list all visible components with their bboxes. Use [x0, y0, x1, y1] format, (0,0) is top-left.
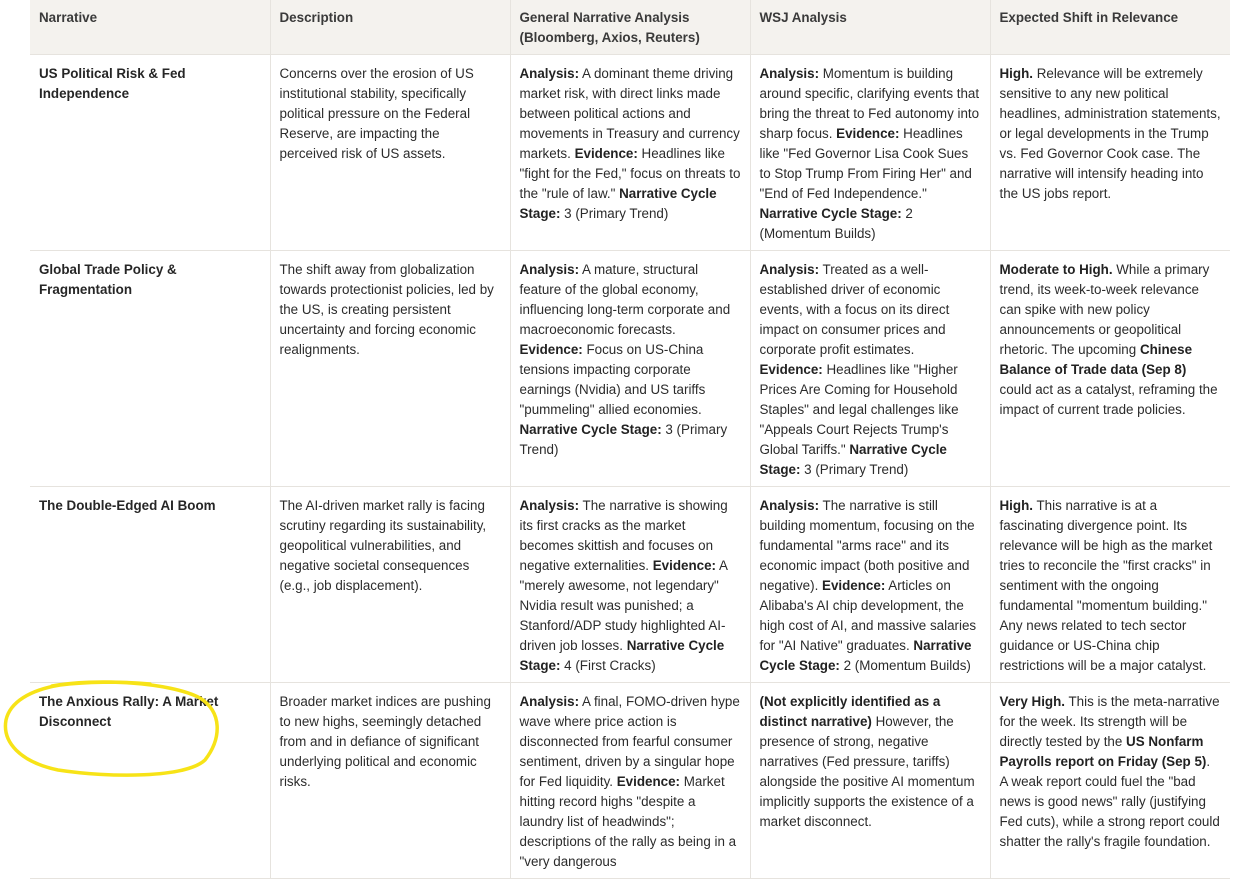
- bold-label: Evidence:: [574, 146, 638, 161]
- bold-label: Evidence:: [652, 558, 717, 573]
- expected-shift-cell: [990, 55, 1230, 251]
- cell-text: This narrative is at a fascinating divergence point. Its relevance will be high as the market tries to reconcile the "first cracks" in sentiment with the ongoing fundamental "momentum building." Any news related to tech sector guidance or US-China chip restrictions will be a major catalyst.: [999, 498, 1213, 673]
- cell-text: Headlines like "Fed Governor Lisa Cook Sues to Stop Trump From Firing Her" and "End of Fed Independence.": [759, 126, 972, 201]
- cell-text: Focus on US-China tensions impacting corporate earnings (Nvidia) and US tariffs "pummeling" allied economies.: [519, 342, 706, 417]
- header-wsj-analysis: WSJ Analysis: [750, 0, 990, 55]
- bold-label: Narrative Cycle Stage:: [519, 422, 662, 437]
- bold-label: Analysis:: [759, 262, 820, 277]
- narrative-description: The AI-driven market rally is facing scrutiny regarding its sustainability, geopolitical vulnerabilities, and negative societal consequences (e.g., job displacement).: [270, 487, 510, 683]
- cell-text: The narrative is showing its first cracks as the market becomes skittish and focuses on negative externalities.: [519, 498, 728, 573]
- bold-label: High.: [999, 498, 1033, 513]
- bold-label: Chinese Balance of Trade data (Sep 8): [999, 342, 1193, 377]
- general-analysis-cell: [510, 683, 750, 879]
- narrative-description: Broader market indices are pushing to new highs, seemingly detached from and in defiance of significant underlying political and economic risks.: [270, 683, 510, 879]
- bold-label: Very High.: [999, 694, 1065, 709]
- general-analysis-cell: [510, 55, 750, 251]
- header-row: [30, 0, 1230, 55]
- cell-text: 2 (Momentum Builds): [759, 206, 913, 241]
- expected-shift-cell: [990, 251, 1230, 487]
- narrative-description: The shift away from globalization towards protectionist policies, led by the US, is creating persistent uncertainty and forcing economic realignments.: [270, 251, 510, 487]
- cell-text: Articles on Alibaba's AI chip development, the high cost of AI, and massive salaries for "AI Native" graduates.: [759, 578, 977, 653]
- bold-label: Evidence:: [822, 578, 886, 593]
- cell-text: A "merely awesome, not legendary" Nvidia result was punished; a Stanford/ADP study highlighted AI-driven job losses.: [519, 558, 728, 653]
- header-expected-shift: Expected Shift in Relevance: [990, 0, 1230, 55]
- narrative-name: The Double-Edged AI Boom: [30, 487, 270, 683]
- table-row: [30, 251, 1230, 487]
- table-row: [30, 55, 1230, 251]
- bold-label: Analysis:: [759, 66, 820, 81]
- bold-label: Analysis:: [519, 66, 580, 81]
- cell-text: 4 (First Cracks): [560, 658, 656, 673]
- cell-text: Relevance will be extremely sensitive to any new political headlines, administration statements, or legal developments in the Trump vs. Fed Governor Cook case. The narrative will intensify heading into the US jobs report.: [999, 66, 1221, 201]
- bold-label: Narrative Cycle Stage:: [759, 442, 947, 477]
- general-analysis-cell: [510, 487, 750, 683]
- cell-text: The narrative is still building momentum, focusing on the fundamental "arms race" and its economic impact (both positive and negative).: [759, 498, 975, 593]
- table-row: [30, 683, 1230, 879]
- wsj-analysis-cell: [750, 251, 990, 487]
- cell-text: could act as a catalyst, reframing the impact of current trade policies.: [999, 382, 1218, 417]
- general-analysis-cell: [510, 251, 750, 487]
- wsj-analysis-cell: [750, 683, 990, 879]
- bold-label: Evidence:: [836, 126, 900, 141]
- bold-label: Evidence:: [616, 774, 681, 789]
- expected-shift-cell: [990, 683, 1230, 879]
- header-description: Description: [270, 0, 510, 55]
- bold-label: Moderate to High.: [999, 262, 1113, 277]
- bold-label: (Not explicitly identified as a distinct narrative): [759, 694, 941, 729]
- narrative-table-container: [30, 0, 1230, 879]
- narrative-name: The Anxious Rally: A Market Disconnect: [30, 683, 270, 879]
- table-body: [30, 55, 1230, 879]
- narrative-name: US Political Risk & Fed Independence: [30, 55, 270, 251]
- wsj-analysis-cell: [750, 487, 990, 683]
- cell-text: Headlines like "fight for the Fed," focus on threats to the "rule of law.": [519, 146, 741, 201]
- bold-label: Analysis:: [519, 498, 580, 513]
- bold-label: Analysis:: [519, 262, 580, 277]
- bold-label: Analysis:: [759, 498, 820, 513]
- table-header: [30, 0, 1230, 55]
- cell-text: While a primary trend, its week-to-week relevance can spike with new policy announcements or geopolitical rhetoric. The upcoming: [999, 262, 1210, 357]
- cell-text: This is the meta-narrative for the week. Its strength will be directly tested by the: [999, 694, 1220, 749]
- cell-text: . A weak report could fuel the "bad news is good news" rally (justifying Fed cuts), while a strong report could shatter the rally's fragile foundation.: [999, 754, 1220, 849]
- cell-text: A final, FOMO-driven hype wave where price action is disconnected from fearful consumer sentiment, driven by a singular hope for Fed liquidity.: [519, 694, 740, 789]
- bold-label: Evidence:: [519, 342, 583, 357]
- cell-text: A dominant theme driving market risk, with direct links made between political actions and movements in Treasury and currency markets.: [519, 66, 740, 161]
- cell-text: A mature, structural feature of the global economy, influencing long-term corporate and macroeconomic forecasts.: [519, 262, 731, 337]
- bold-label: Narrative Cycle Stage:: [519, 186, 717, 221]
- bold-label: Narrative Cycle Stage:: [519, 638, 725, 673]
- narrative-description: Concerns over the erosion of US institutional stability, specifically political pressure on the Federal Reserve, are impacting the perceived risk of US assets.: [270, 55, 510, 251]
- cell-text: Momentum is building around specific, clarifying events that bring the threat to Fed autonomy into sharp focus.: [759, 66, 980, 141]
- header-general-analysis: General Narrative Analysis (Bloomberg, Axios, Reuters): [510, 0, 750, 55]
- cell-text: However, the presence of strong, negative narratives (Fed pressure, tariffs) alongside the positive AI momentum implicitly supports the existence of a market disconnect.: [759, 714, 975, 829]
- narrative-name: Global Trade Policy & Fragmentation: [30, 251, 270, 487]
- bold-label: High.: [999, 66, 1033, 81]
- narrative-table: [30, 0, 1230, 879]
- bold-label: Narrative Cycle Stage:: [759, 206, 902, 221]
- header-narrative: Narrative: [30, 0, 270, 55]
- bold-label: Evidence:: [759, 362, 823, 377]
- cell-text: 2 (Momentum Builds): [839, 658, 971, 673]
- expected-shift-cell: [990, 487, 1230, 683]
- cell-text: Treated as a well-established driver of economic events, with a focus on its direct impact on consumer prices and corporate profit estimates.: [759, 262, 950, 357]
- bold-label: Narrative Cycle Stage:: [759, 638, 972, 673]
- cell-text: 3 (Primary Trend): [519, 422, 728, 457]
- bold-label: Analysis:: [519, 694, 580, 709]
- wsj-analysis-cell: [750, 55, 990, 251]
- cell-text: 3 (Primary Trend): [560, 206, 669, 221]
- table-row: [30, 487, 1230, 683]
- cell-text: 3 (Primary Trend): [800, 462, 909, 477]
- bold-label: US Nonfarm Payrolls report on Friday (Sep 5): [999, 734, 1207, 769]
- cell-text: Market hitting record highs "despite a laundry list of headwinds"; descriptions of the rally as being in a "very dangerous: [519, 774, 737, 869]
- cell-text: Headlines like "Higher Prices Are Coming for Household Staples" and legal challenges like "Appeals Court Rejects Trump's Global Tariffs.": [759, 362, 959, 457]
